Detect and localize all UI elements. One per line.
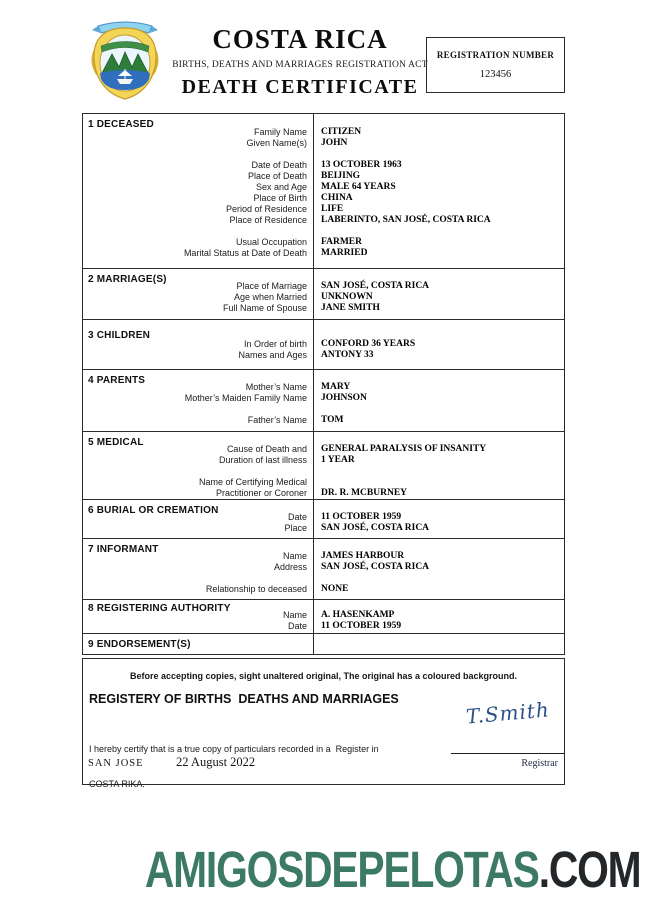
section-heading: 2 MARRIAGE(S) bbox=[88, 274, 167, 285]
country-title: COSTA RICA bbox=[212, 24, 388, 54]
section-heading: 6 BURIAL OR CREMATION bbox=[88, 505, 219, 516]
field-values bbox=[314, 600, 564, 632]
section-label-cell bbox=[83, 370, 314, 431]
certify-line-1: I hereby certify that is a true copy of particulars recorded in a Register in bbox=[89, 744, 379, 754]
field-label: Relationship to deceased bbox=[205, 584, 307, 594]
section-row-7 bbox=[83, 538, 564, 599]
field-values bbox=[314, 370, 564, 426]
field-label bbox=[83, 573, 307, 584]
field-label: Date of Death bbox=[251, 160, 307, 170]
section-label-cell bbox=[83, 432, 314, 499]
field-value: NONE bbox=[321, 584, 349, 594]
watermark-tld: .COM bbox=[538, 841, 640, 898]
section-value-cell bbox=[314, 370, 564, 431]
field-label: Name bbox=[282, 610, 307, 620]
section-row-6 bbox=[83, 499, 564, 538]
registrar-signature: T.Smith bbox=[465, 697, 551, 729]
section-label-cell bbox=[83, 320, 314, 369]
act-subtitle: BIRTHS, DEATHS AND MARRIAGES REGISTRATION ACT bbox=[172, 60, 428, 70]
field-value: UNKNOWN bbox=[321, 292, 373, 302]
field-label: Place of Birth bbox=[253, 193, 307, 203]
field-label bbox=[83, 466, 307, 477]
field-label: Father’s Name bbox=[247, 415, 307, 425]
section-label-cell bbox=[83, 634, 314, 654]
section-row-4 bbox=[83, 369, 564, 431]
field-value bbox=[321, 466, 564, 477]
field-values bbox=[314, 269, 564, 314]
field-label: Place bbox=[284, 523, 307, 533]
certify-line-2: COSTA RIKA. bbox=[89, 778, 145, 789]
section-row-3 bbox=[83, 319, 564, 369]
field-label: Date bbox=[287, 512, 307, 522]
field-label: Address bbox=[273, 562, 307, 572]
field-label: In Order of birth bbox=[243, 339, 307, 349]
field-label: Name of Certifying Medical bbox=[198, 477, 307, 487]
field-value bbox=[321, 226, 564, 237]
field-label: Date bbox=[287, 621, 307, 631]
field-value: 13 OCTOBER 1963 bbox=[321, 160, 402, 170]
registry-title: REGISTERY OF BIRTHS DEATHS AND MARRIAGES bbox=[89, 692, 399, 706]
registration-number-label: REGISTRATION NUMBER bbox=[436, 50, 555, 60]
field-label: Place of Death bbox=[247, 171, 307, 181]
field-values bbox=[314, 114, 564, 259]
field-value: A. HASENKAMP bbox=[321, 610, 395, 620]
section-heading: 4 PARENTS bbox=[88, 375, 146, 386]
section-row-8 bbox=[83, 599, 564, 633]
field-value bbox=[321, 149, 564, 160]
header-title-block bbox=[165, 24, 435, 99]
copies-notice: Before accepting copies, sight unaltered original, The original has a coloured background. bbox=[129, 671, 518, 681]
document-title: DEATH CERTIFICATE bbox=[181, 76, 419, 98]
field-value: LABERINTO, SAN JOSÉ, COSTA RICA bbox=[321, 215, 491, 225]
field-value bbox=[321, 573, 564, 584]
field-label: Full Name of Spouse bbox=[222, 303, 307, 313]
field-value: ANTONY 33 bbox=[321, 350, 374, 360]
section-heading: 7 INFORMANT bbox=[88, 544, 159, 555]
field-value: JOHNSON bbox=[321, 393, 367, 403]
section-value-cell bbox=[314, 114, 564, 268]
field-label: Family Name bbox=[253, 127, 307, 137]
field-values bbox=[314, 432, 564, 499]
field-value: MARY bbox=[321, 382, 351, 392]
field-value: FARMER bbox=[321, 237, 362, 247]
section-heading: 5 MEDICAL bbox=[88, 437, 144, 448]
field-label: Duration of last illness bbox=[218, 455, 307, 465]
section-value-cell bbox=[314, 634, 564, 654]
section-value-cell bbox=[314, 269, 564, 319]
issue-date: 22 August 2022 bbox=[176, 755, 256, 769]
field-values bbox=[314, 320, 564, 361]
certificate-table bbox=[82, 113, 565, 655]
field-label bbox=[83, 149, 307, 160]
section-label-cell bbox=[83, 114, 314, 268]
field-label: Practitioner or Coroner bbox=[215, 488, 307, 498]
section-value-cell bbox=[314, 320, 564, 369]
field-label: Mother’s Name bbox=[245, 382, 307, 392]
field-label: Period of Residence bbox=[225, 204, 307, 214]
field-value: CITIZEN bbox=[321, 127, 362, 137]
field-label: Age when Married bbox=[233, 292, 307, 302]
field-value: GENERAL PARALYSIS OF INSANITY bbox=[321, 444, 487, 454]
field-value bbox=[321, 477, 564, 488]
section-heading: 8 REGISTERING AUTHORITY bbox=[88, 603, 231, 614]
signature-line bbox=[451, 753, 564, 754]
field-value: 11 OCTOBER 1959 bbox=[321, 512, 402, 522]
registration-number-value: 123456 bbox=[479, 69, 512, 80]
watermark-site-name: AMIGOSDEPELOTAS bbox=[144, 841, 539, 898]
registrar-label: Registrar bbox=[521, 758, 558, 769]
field-label: Place of Residence bbox=[229, 215, 307, 225]
section-heading: 3 CHILDREN bbox=[88, 330, 151, 341]
field-value: CHINA bbox=[321, 193, 353, 203]
section-row-1 bbox=[83, 114, 564, 268]
field-label: Mother’s Maiden Family Name bbox=[184, 393, 307, 403]
field-value: SAN JOSÉ, COSTA RICA bbox=[321, 523, 430, 533]
field-value: CONFORD 36 YEARS bbox=[321, 339, 416, 349]
watermark bbox=[144, 841, 640, 898]
field-label: Usual Occupation bbox=[235, 237, 307, 247]
field-value: JANE SMITH bbox=[321, 303, 380, 313]
field-label: Cause of Death and bbox=[226, 444, 307, 454]
section-row-9 bbox=[83, 633, 564, 654]
field-value: 11 OCTOBER 1959 bbox=[321, 621, 402, 631]
field-label: Marital Status at Date of Death bbox=[183, 248, 307, 258]
field-value: TOM bbox=[321, 415, 344, 425]
footer-box bbox=[82, 658, 565, 789]
section-heading: 9 ENDORSEMENT(S) bbox=[88, 639, 191, 650]
section-value-cell bbox=[314, 500, 564, 538]
field-value bbox=[321, 404, 564, 415]
field-value: DR. R. MCBURNEY bbox=[321, 488, 408, 498]
field-values bbox=[314, 500, 564, 534]
field-values bbox=[314, 539, 564, 595]
field-label bbox=[83, 226, 307, 237]
section-label-cell bbox=[83, 269, 314, 319]
section-label-cell bbox=[83, 600, 314, 633]
field-values bbox=[314, 634, 564, 646]
issue-place: SAN JOSE bbox=[88, 758, 144, 769]
section-value-cell bbox=[314, 539, 564, 599]
field-value: JAMES HARBOUR bbox=[321, 551, 405, 561]
section-row-2 bbox=[83, 268, 564, 319]
field-value: MALE 64 YEARS bbox=[321, 182, 396, 192]
field-label: Name bbox=[282, 551, 307, 561]
field-label: Given Name(s) bbox=[246, 138, 307, 148]
field-value: 1 YEAR bbox=[321, 455, 355, 465]
field-value: LIFE bbox=[321, 204, 344, 214]
field-value: JOHN bbox=[321, 138, 348, 148]
registration-number-box bbox=[426, 37, 565, 93]
section-value-cell bbox=[314, 432, 564, 499]
field-label: Sex and Age bbox=[255, 182, 307, 192]
field-value: SAN JOSÉ, COSTA RICA bbox=[321, 281, 430, 291]
field-value: MARRIED bbox=[321, 248, 368, 258]
field-value: SAN JOSÉ, COSTA RICA bbox=[321, 562, 430, 572]
field-label: Place of Marriage bbox=[236, 281, 307, 291]
costa-rica-coat-of-arms-icon bbox=[88, 16, 162, 100]
section-label-cell bbox=[83, 500, 314, 538]
section-label-cell bbox=[83, 539, 314, 599]
section-value-cell bbox=[314, 600, 564, 633]
field-label bbox=[83, 404, 307, 415]
field-value: BEIJING bbox=[321, 171, 361, 181]
field-labels bbox=[83, 114, 313, 259]
section-heading: 1 DECEASED bbox=[88, 119, 154, 130]
section-row-5 bbox=[83, 431, 564, 499]
field-label: Names and Ages bbox=[238, 350, 307, 360]
